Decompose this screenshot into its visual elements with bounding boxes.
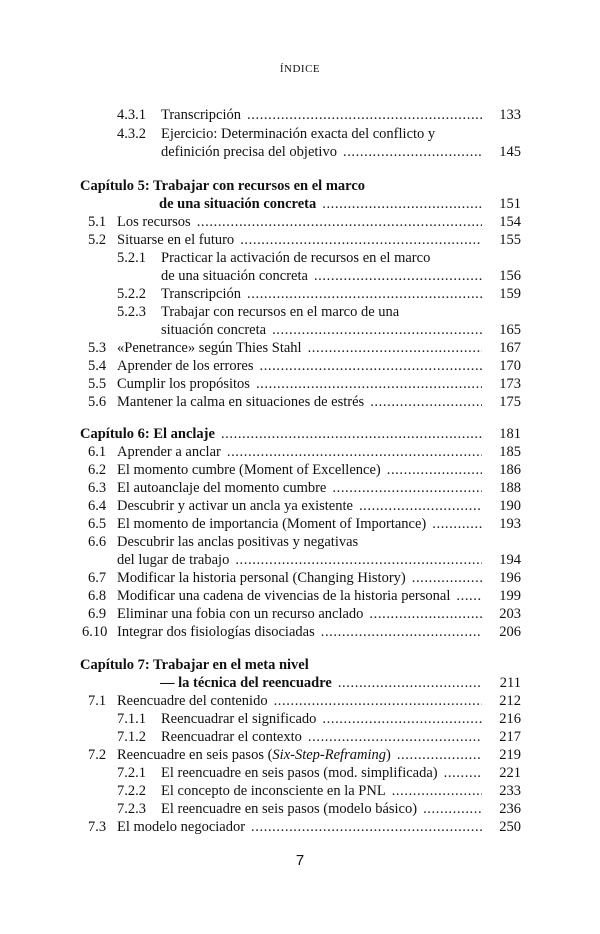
toc-number: 5.5 [88,376,107,392]
toc-entry [0,622,600,642]
leader-dots [235,550,482,570]
leader-dots [332,478,482,498]
leader-dots [412,568,482,588]
leader-dots [247,105,482,125]
toc-title: Aprender de los errores [117,358,254,374]
toc-page: 250 [499,819,521,835]
toc-entry [0,799,600,819]
toc-page: 196 [499,570,521,586]
toc-page: 173 [499,376,521,392]
toc-entry [0,248,600,268]
leader-dots [221,424,482,444]
toc-title: Ejercicio: Determinación exacta del conflicto y [161,126,436,142]
toc-entry [0,550,600,570]
toc-page: 185 [499,444,521,460]
toc-number: 7.2.2 [117,783,146,799]
toc-title-italic: Six-Step-Reframing [272,747,386,763]
toc-title: Eliminar una fobia con un recurso anclado [117,606,364,622]
chapter-title: Capítulo 7: Trabajar en el meta nivel [80,657,309,673]
toc-page: 145 [499,144,521,160]
toc-page: 155 [499,232,521,248]
toc-page: 175 [499,394,521,410]
toc-number: 7.2.1 [117,765,146,781]
toc-number: 6.2 [88,462,107,478]
toc-page: 167 [499,340,521,356]
toc-number: 6.9 [88,606,107,622]
chapter-heading [0,655,600,675]
toc-entry [0,727,600,747]
leader-dots [272,320,482,340]
toc-entry [0,709,600,729]
toc-number: 6.5 [88,516,107,532]
leader-dots [369,604,482,624]
chapter-heading [0,424,600,444]
toc-title: El momento cumbre (Moment of Excellence) [117,462,381,478]
toc-entry [0,532,600,552]
toc-title: Reencuadre en seis pasos ( [117,747,273,763]
toc-title: del lugar de trabajo [117,552,230,568]
toc-title: Descubrir las anclas positivas y negativas [117,534,359,550]
toc-page: 194 [499,552,521,568]
leader-dots [308,338,482,358]
toc-entry [0,691,600,711]
toc-page: 211 [499,675,521,691]
toc-entry [0,124,600,144]
toc-page: 217 [499,729,521,745]
toc-entry [0,105,600,125]
leader-dots [322,709,482,729]
toc-entry [0,673,600,693]
toc-title: Modificar la historia personal (Changing History) [117,570,406,586]
leader-dots [370,392,482,412]
toc-entry [0,194,600,214]
leader-dots [259,356,482,376]
toc-title: Situarse en el futuro [117,232,235,248]
toc-number: 6.3 [88,480,107,496]
leader-dots [343,142,482,162]
toc-entry [0,478,600,498]
toc-number: 4.3.2 [117,126,146,142]
leader-dots [274,691,482,711]
toc-page: 133 [499,107,521,123]
toc-entry [0,817,600,837]
toc-number: 6.8 [88,588,107,604]
toc-entry [0,212,600,232]
toc-page: 186 [499,462,521,478]
leader-dots [387,460,482,480]
leader-dots [227,442,482,462]
toc-title: Los recursos [117,214,191,230]
toc-number: 5.2.3 [117,304,146,320]
toc-page: 216 [499,711,521,727]
toc-page: 203 [499,606,521,622]
toc-entry [0,230,600,250]
toc-title: Integrar dos fisiologías disociadas [117,624,315,640]
toc-number: 6.6 [88,534,107,550]
toc-entry [0,514,600,534]
toc-number: 7.2.3 [117,801,146,817]
toc-page: 190 [499,498,521,514]
toc-title: El modelo negociador [117,819,246,835]
leader-dots [308,727,482,747]
page-number: 7 [295,852,305,869]
toc-title: Aprender a anclar [117,444,221,460]
toc-page: 219 [499,747,521,763]
toc-page: 159 [499,286,521,302]
toc-page: 236 [499,801,521,817]
toc-number: 7.1 [88,693,107,709]
toc-page: 181 [499,426,521,442]
toc-title: El autoanclaje del momento cumbre [117,480,327,496]
toc-title: El reencuadre en seis pasos (modelo básico) [161,801,418,817]
toc-number: 6.7 [88,570,107,586]
toc-number: 5.2.2 [117,286,146,302]
chapter-title: Capítulo 6: El anclaje [80,426,215,442]
leader-dots [338,673,482,693]
toc-number: 4.3.1 [117,107,146,123]
toc-title: Mantener la calma en situaciones de estrés [117,394,365,410]
toc-title: Trabajar con recursos en el marco de una [161,304,400,320]
toc-entry [0,460,600,480]
toc-entry [0,142,600,162]
toc-page: 170 [499,358,521,374]
toc-number: 5.1 [88,214,107,230]
toc-number: 5.2 [88,232,107,248]
toc-title: «Penetrance» según Thies Stahl [117,340,302,356]
toc-page: 233 [499,783,521,799]
page-header: ÍNDICE [279,63,321,75]
toc-entry [0,374,600,394]
toc-title: Transcripción [161,107,242,123]
toc-page: 212 [499,693,521,709]
toc-entry [0,604,600,624]
leader-dots [397,745,482,765]
toc-number: 5.3 [88,340,107,356]
toc-entry [0,302,600,322]
leader-dots [456,586,482,606]
leader-dots [314,266,482,286]
toc-title: Modificar una cadena de vivencias de la historia personal [117,588,451,604]
toc-number: 7.2 [88,747,107,763]
toc-entry [0,586,600,606]
toc-title: definición precisa del objetivo [161,144,337,160]
toc-page: 188 [499,480,521,496]
toc-title: El concepto de inconsciente en la PNL [161,783,386,799]
toc-title: El momento de importancia (Moment of Importance) [117,516,427,532]
leader-dots [321,622,482,642]
toc-entry [0,763,600,783]
toc-page: 154 [499,214,521,230]
chapter-title: — la técnica del reencuadre [160,675,332,691]
toc-title: Reencuadre del contenido [117,693,268,709]
toc-entry [0,392,600,412]
toc-page: 199 [499,588,521,604]
leader-dots [392,781,482,801]
toc-page: 221 [499,765,521,781]
leader-dots [240,230,482,250]
leader-dots [423,799,482,819]
leader-dots [359,496,482,516]
toc-number: 7.1.1 [117,711,146,727]
toc-page: 165 [499,322,521,338]
toc-title: Practicar la activación de recursos en el marco [161,250,431,266]
leader-dots [247,284,482,304]
toc-entry [0,266,600,286]
toc-title: El reencuadre en seis pasos (mod. simplificada) [161,765,438,781]
toc-title: situación concreta [161,322,267,338]
leader-dots [197,212,482,232]
toc-entry [0,568,600,588]
toc-entry [0,338,600,358]
toc-number: 6.1 [88,444,107,460]
toc-title: Reencuadrar el significado [161,711,317,727]
chapter-heading [0,176,600,196]
toc-page: 156 [499,268,521,284]
leader-dots [322,194,482,214]
toc-entry [0,745,600,765]
toc-number: 5.4 [88,358,107,374]
toc-number: 7.3 [88,819,107,835]
toc-entry [0,496,600,516]
toc-number: 6.4 [88,498,107,514]
toc-page: 151 [499,196,521,212]
leader-dots [444,763,482,783]
toc-entry [0,320,600,340]
toc-title: Transcripción [161,286,242,302]
toc-title: Reencuadrar el contexto [161,729,302,745]
toc-number: 5.2.1 [117,250,146,266]
leader-dots [256,374,482,394]
chapter-title: Capítulo 5: Trabajar con recursos en el marco [80,178,366,194]
toc-title: Cumplir los propósitos [117,376,250,392]
toc-entry [0,356,600,376]
toc-title: de una situación concreta [161,268,308,284]
toc-number: 6.10 [82,624,108,640]
toc-entry [0,442,600,462]
toc-number: 5.6 [88,394,107,410]
toc-title-suffix: ) [385,747,391,763]
chapter-title: de una situación concreta [159,196,317,212]
toc-page: 206 [499,624,521,640]
leader-dots [251,817,482,837]
toc-page: 193 [499,516,521,532]
toc-number: 7.1.2 [117,729,146,745]
toc-entry [0,781,600,801]
leader-dots [432,514,482,534]
toc-entry [0,284,600,304]
toc-title: Descubrir y activar un ancla ya existente [117,498,353,514]
